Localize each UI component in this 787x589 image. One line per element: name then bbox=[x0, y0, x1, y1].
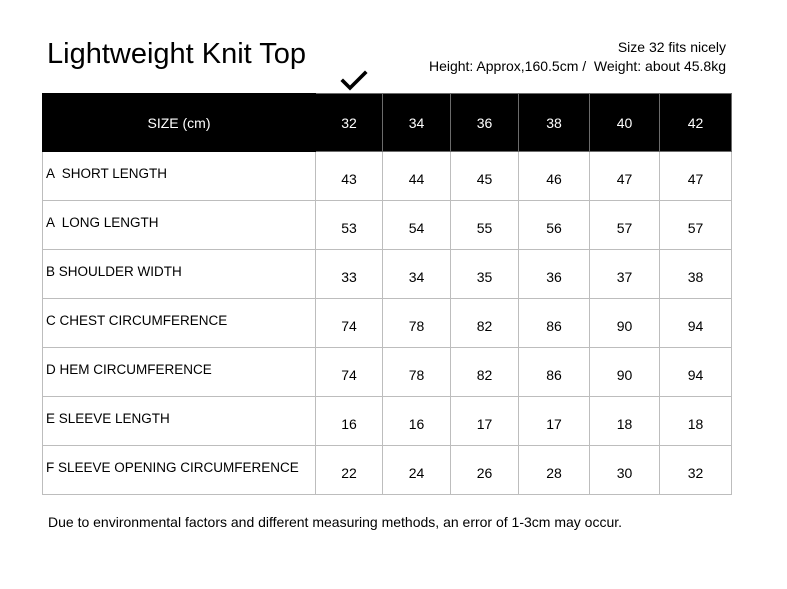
table-cell: 82 bbox=[451, 299, 519, 348]
table-cell: 86 bbox=[519, 299, 590, 348]
size-column-header: SIZE (cm) bbox=[43, 94, 316, 152]
size-chart-table bbox=[42, 93, 732, 495]
table-cell: 17 bbox=[519, 397, 590, 446]
measurement-disclaimer: Due to environmental factors and different measuring methods, an error of 1-3cm may occur. bbox=[48, 514, 623, 530]
row-label: A SHORT LENGTH bbox=[43, 152, 316, 201]
table-cell: 94 bbox=[660, 299, 732, 348]
table-row bbox=[43, 250, 732, 299]
table-row bbox=[43, 397, 732, 446]
table-cell: 44 bbox=[383, 152, 451, 201]
table-cell: 57 bbox=[590, 201, 660, 250]
table-cell: 35 bbox=[451, 250, 519, 299]
table-cell: 17 bbox=[451, 397, 519, 446]
table-cell: 45 bbox=[451, 152, 519, 201]
table-row bbox=[43, 299, 732, 348]
table-cell: 16 bbox=[383, 397, 451, 446]
table-cell: 22 bbox=[316, 446, 383, 495]
size-header-40: 40 bbox=[590, 94, 660, 152]
check-icon bbox=[340, 70, 368, 92]
row-label: C CHEST CIRCUMFERENCE bbox=[43, 299, 316, 348]
table-row bbox=[43, 446, 732, 495]
table-cell: 57 bbox=[660, 201, 732, 250]
row-label: E SLEEVE LENGTH bbox=[43, 397, 316, 446]
page-title: Lightweight Knit Top bbox=[47, 38, 307, 70]
table-cell: 33 bbox=[316, 250, 383, 299]
table-cell: 56 bbox=[519, 201, 590, 250]
table-cell: 18 bbox=[590, 397, 660, 446]
table-cell: 30 bbox=[590, 446, 660, 495]
table-cell: 94 bbox=[660, 348, 732, 397]
row-label: D HEM CIRCUMFERENCE bbox=[43, 348, 316, 397]
table-cell: 90 bbox=[590, 348, 660, 397]
table-cell: 24 bbox=[383, 446, 451, 495]
table-cell: 53 bbox=[316, 201, 383, 250]
table-cell: 43 bbox=[316, 152, 383, 201]
table-cell: 74 bbox=[316, 299, 383, 348]
table-cell: 28 bbox=[519, 446, 590, 495]
fit-note-size: Size 32 fits nicely bbox=[617, 39, 726, 55]
row-label: B SHOULDER WIDTH bbox=[43, 250, 316, 299]
table-cell: 78 bbox=[383, 299, 451, 348]
size-header-32: 32 bbox=[316, 94, 383, 152]
table-cell: 37 bbox=[590, 250, 660, 299]
size-header-36: 36 bbox=[451, 94, 519, 152]
fit-note bbox=[429, 38, 726, 76]
table-row bbox=[43, 201, 732, 250]
size-header-42: 42 bbox=[660, 94, 732, 152]
table-cell: 55 bbox=[451, 201, 519, 250]
table-cell: 54 bbox=[383, 201, 451, 250]
size-header-34: 34 bbox=[383, 94, 451, 152]
fit-note-model-measurements: Height: Approx,160.5cm / Weight: about 45.8kg bbox=[428, 58, 726, 74]
table-cell: 90 bbox=[590, 299, 660, 348]
size-header-38: 38 bbox=[519, 94, 590, 152]
table-row bbox=[43, 348, 732, 397]
table-cell: 74 bbox=[316, 348, 383, 397]
row-label: F SLEEVE OPENING CIRCUMFERENCE bbox=[43, 446, 316, 495]
table-cell: 86 bbox=[519, 348, 590, 397]
table-cell: 46 bbox=[519, 152, 590, 201]
row-label: A LONG LENGTH bbox=[43, 201, 316, 250]
table-cell: 32 bbox=[660, 446, 732, 495]
table-cell: 26 bbox=[451, 446, 519, 495]
table-cell: 16 bbox=[316, 397, 383, 446]
table-cell: 47 bbox=[590, 152, 660, 201]
table-cell: 82 bbox=[451, 348, 519, 397]
table-row bbox=[43, 152, 732, 201]
table-cell: 47 bbox=[660, 152, 732, 201]
table-header-row bbox=[43, 94, 732, 152]
table-cell: 38 bbox=[660, 250, 732, 299]
table-cell: 18 bbox=[660, 397, 732, 446]
table-cell: 34 bbox=[383, 250, 451, 299]
table-cell: 36 bbox=[519, 250, 590, 299]
table-cell: 78 bbox=[383, 348, 451, 397]
